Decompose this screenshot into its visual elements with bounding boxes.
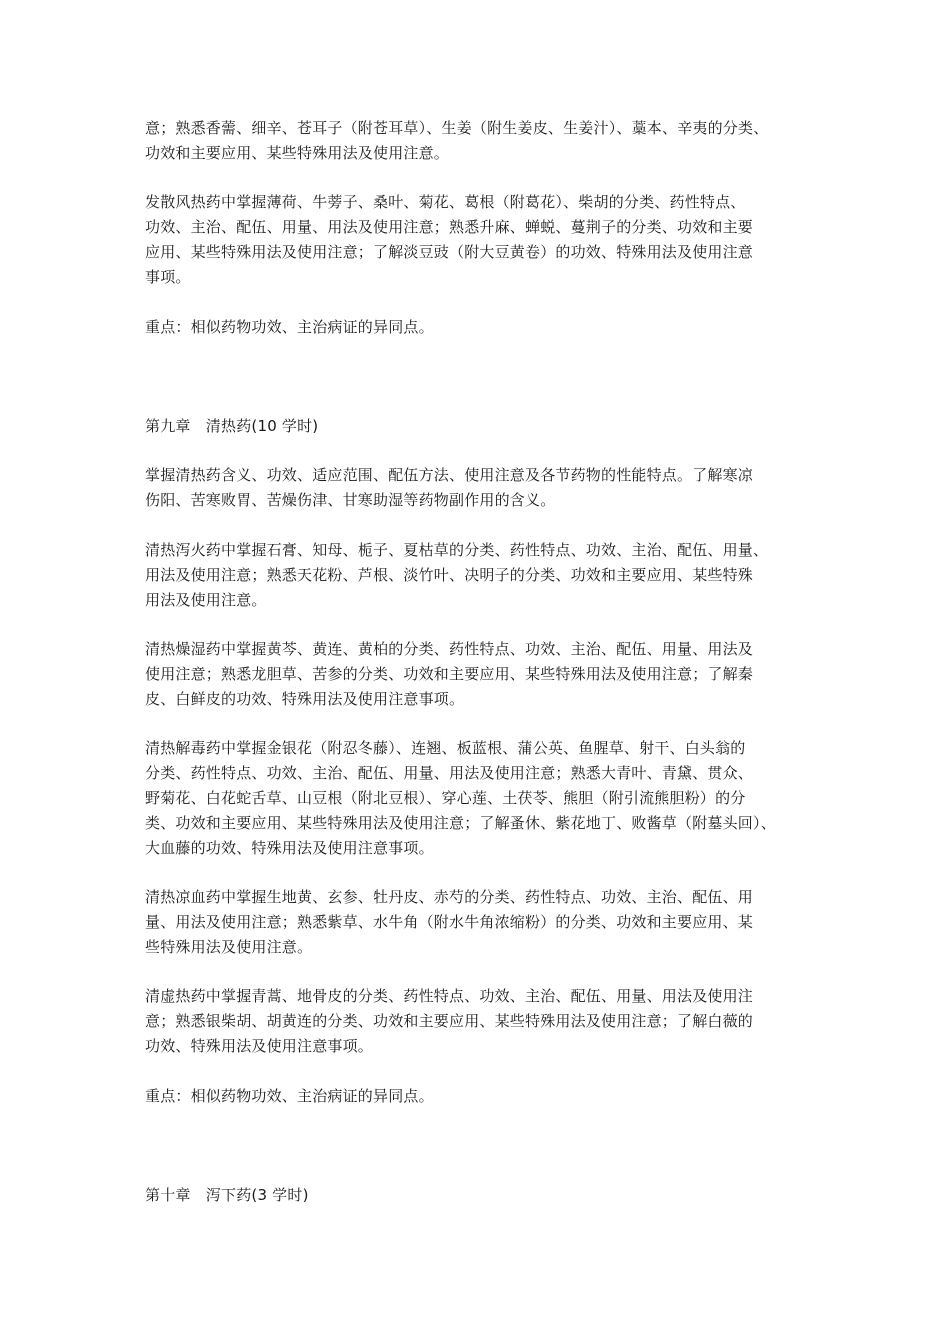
text-line: 重点：相似药物功效、主治病证的异同点。	[145, 1087, 434, 1105]
text-line: 分类、药性特点、功效、主治、配伍、用量、用法及使用注意；熟悉大青叶、青黛、贯众、	[145, 764, 754, 782]
text-line: 意；熟悉银柴胡、胡黄连的分类、功效和主要应用、某些特殊用法及使用注意；了解白薇的	[145, 1012, 754, 1030]
text-line: 野菊花、白花蛇舌草、山豆根（附北豆根）、穿心莲、土茯苓、熊胆（附引流熊胆粉）的分	[145, 789, 746, 807]
key-points-paragraph	[145, 315, 810, 340]
text-line: 伤阳、苦寒败胃、苦燥伤津、甘寒助湿等药物副作用的含义。	[145, 491, 556, 509]
text-line: 大血藤的功效、特殊用法及使用注意事项。	[145, 839, 434, 857]
paragraph-fasan-fengre	[145, 190, 810, 290]
chapter-heading-9	[145, 414, 810, 439]
text-line: 清虚热药中掌握青蒿、地骨皮的分类、药性特点、功效、主治、配伍、用量、用法及使用注	[145, 987, 754, 1005]
chapter-title: 第十章 泻下药(3 学时)	[145, 1186, 309, 1204]
text-line: 用法及使用注意；熟悉天花粉、芦根、淡竹叶、决明子的分类、功效和主要应用、某些特殊	[145, 566, 754, 584]
text-line: 功效、主治、配伍、用量、用法及使用注意；熟悉升麻、蝉蜕、蔓荆子的分类、功效和主要	[145, 218, 754, 236]
text-line: 事项。	[145, 268, 191, 286]
text-line: 重点：相似药物功效、主治病证的异同点。	[145, 318, 434, 336]
text-line: 掌握清热药含义、功效、适应范围、配伍方法、使用注意及各节药物的性能特点。了解寒凉	[145, 466, 754, 484]
text-line: 使用注意；熟悉龙胆草、苦参的分类、功效和主要应用、某些特殊用法及使用注意；了解秦	[145, 665, 754, 683]
paragraph-qingre-overview	[145, 463, 810, 513]
key-points-paragraph	[145, 1084, 810, 1109]
text-line: 发散风热药中掌握薄荷、牛蒡子、桑叶、菊花、葛根（附葛花）、柴胡的分类、药性特点、	[145, 193, 746, 211]
text-line: 清热泻火药中掌握石膏、知母、栀子、夏枯草的分类、药性特点、功效、主治、配伍、用量、	[145, 541, 769, 559]
text-line: 应用、某些特殊用法及使用注意；了解淡豆豉（附大豆黄卷）的功效、特殊用法及使用注意	[145, 243, 754, 261]
chapter-heading-10	[145, 1183, 810, 1208]
paragraph-qingre-xiehuo	[145, 538, 810, 613]
paragraph-qingre-jiedu	[145, 736, 810, 861]
text-line: 用法及使用注意。	[145, 591, 267, 609]
text-line: 意；熟悉香薷、细辛、苍耳子（附苍耳草）、生姜（附生姜皮、生姜汁）、藁本、辛夷的分类、	[145, 119, 769, 137]
text-line: 功效、特殊用法及使用注意事项。	[145, 1037, 374, 1055]
paragraph-xinwen-jiebiao-end	[145, 116, 810, 166]
text-line: 清热燥湿药中掌握黄芩、黄连、黄柏的分类、药性特点、功效、主治、配伍、用量、用法及	[145, 640, 754, 658]
text-line: 清热凉血药中掌握生地黄、玄参、牡丹皮、赤芍的分类、药性特点、功效、主治、配伍、用	[145, 888, 754, 906]
text-line: 皮、白鲜皮的功效、特殊用法及使用注意事项。	[145, 690, 465, 708]
paragraph-qing-xure	[145, 984, 810, 1059]
text-line: 些特殊用法及使用注意。	[145, 938, 313, 956]
chapter-title: 第九章 清热药(10 学时)	[145, 417, 319, 435]
paragraph-qingre-liangxue	[145, 885, 810, 960]
text-line: 量、用法及使用注意；熟悉紫草、水牛角（附水牛角浓缩粉）的分类、功效和主要应用、某	[145, 913, 754, 931]
text-line: 清热解毒药中掌握金银花（附忍冬藤）、连翘、板蓝根、蒲公英、鱼腥草、射干、白头翁的	[145, 739, 746, 757]
paragraph-qingre-zaoshi	[145, 637, 810, 712]
text-line: 功效和主要应用、某些特殊用法及使用注意。	[145, 144, 450, 162]
text-line: 类、功效和主要应用、某些特殊用法及使用注意；了解蚤休、紫花地丁、败酱草（附墓头回）、	[145, 814, 776, 832]
